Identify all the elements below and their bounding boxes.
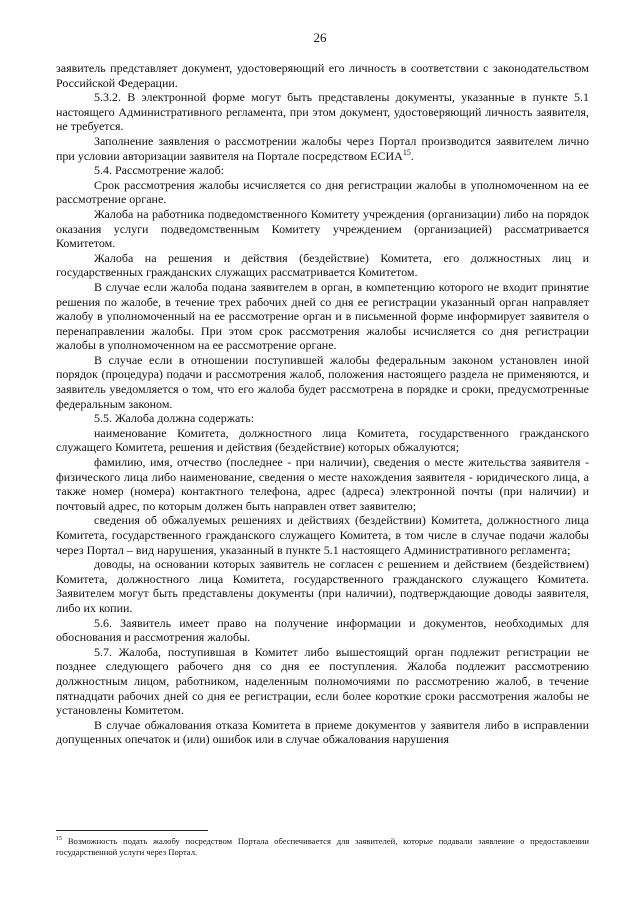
paragraph: В случае если жалоба подана заявителем в орган, в компетенцию которого не входит принятие решения по жалобе, в течение трех рабочих дней со дня ее регистрации указанный орган направляет жалобу в уполномоченный на ее рассмотрение орган и в письменной форме информирует заявителя о перенаправлении жалобы. При этом срок рассмотрения жалобы исчисляется со дня регистрации жалобы в уполномоченном на ее рассмотрение органе. [56, 279, 589, 353]
page-number: 26 [313, 30, 327, 45]
paragraph: В случае обжалования отказа Комитета в приеме документов у заявителя либо в исправлении допущенных опечаток и (или) ошибок или в случае обжалования нарушения [56, 717, 589, 747]
footnote-reference[interactable]: 15 [402, 147, 411, 157]
paragraph: Жалоба на решения и действия (бездействие) Комитета, его должностных лиц и государственных гражданских служащих рассматривается Комитетом. [56, 250, 589, 280]
footnote-separator [56, 830, 208, 831]
paragraph-text: Заполнение заявления о рассмотрении жалобы через Портал производится заявителем лично при условии авторизации заявителя на Портале посредством ЕСИА [56, 133, 589, 163]
footnote [56, 836, 589, 858]
list-item: наименование Комитета, должностного лица Комитета, государственного гражданского служащего Комитета, решения и действия (бездействие) которых обжалуются; [56, 425, 589, 455]
list-item: фамилию, имя, отчество (последнее - при наличии), сведения о месте жительства заявителя - физического лица либо наименование, сведения о месте нахождения заявителя - юридического лица, а также номер (номера) контактного телефона, адрес (адреса) электронной почты (при наличии) и почтовый адрес, по которым должен быть направлен ответ заявителю; [56, 455, 589, 513]
section-heading: 5.4. Рассмотрение жалоб: [94, 163, 225, 178]
paragraph: заявитель представляет документ, удостоверяющий его личность в соответствии с законодательством Российской Федерации. [56, 61, 589, 90]
section-heading: 5.5. Жалоба должна содержать: [94, 411, 255, 426]
paragraph: 5.7. Жалоба, поступившая в Комитет либо вышестоящий орган подлежит регистрации не позднее следующего рабочего дня со дня ее поступления. Жалоба подлежит рассмотрению должностным лицом, работником, наделенным полномочиями по рассмотрению жалоб, в течение пятнадцати рабочих дней со дня ее регистрации, если более короткие сроки рассмотрения жалобы не установлены Комитетом. [56, 644, 589, 718]
list-item: доводы, на основании которых заявитель не согласен с решением и действием (бездействием) Комитета, должностного лица Комитета, государственного гражданского служащего Комитета. Заявителем могут быть представлены документы (при наличии), подтверждающие доводы заявителя, либо их копии. [56, 557, 589, 615]
paragraph: 5.6. Заявитель имеет право на получение информации и документов, необходимых для обоснования и рассмотрения жалобы. [56, 615, 589, 645]
document-body [56, 61, 589, 747]
paragraph: 5.3.2. В электронной форме могут быть представлены документы, указанные в пункте 5.1 настоящего Административного регламента, при этом документ, удостоверяющий личность заявителя, не требуется. [56, 90, 589, 134]
paragraph: Заполнение заявления о рассмотрении жалобы через Портал производится заявителем лично при условии авторизации заявителя на Портале посредством ЕСИА$^{15}$. [56, 133, 589, 163]
paragraph: В случае если в отношении поступившей жалобы федеральным законом установлен иной порядок (процедура) подачи и рассмотрения жалоб, положения настоящего раздела не применяются, и заявитель уведомляется о том, что его жалоба будет рассмотрена в порядке и сроки, предусмотренные федеральным законом. [56, 352, 589, 411]
paragraph: Срок рассмотрения жалобы исчисляется со дня регистрации жалобы в уполномоченном на ее рассмотрение органе. [56, 177, 589, 207]
footnote-text: Возможность подать жалобу посредством Портала обеспечивается для заявителей, которые подавали заявление о предоставлении государственной услуги через Портал. [56, 836, 589, 857]
footnote-marker: 15 [56, 836, 62, 843]
list-item: сведения об обжалуемых решениях и действиях (бездействии) Комитета, должностного лица Комитета, государственного гражданского служащего Комитета, в том числе в случае подачи жалобы через Портал – вид нарушения, указанный в пункте 5.1 настоящего Административного регламента; [56, 513, 589, 557]
paragraph: Жалоба на работника подведомственного Комитету учреждения (организации) либо на порядок оказания услуги подведомственным Комитету учреждением (организацией) рассматривается Комитетом. [56, 206, 589, 251]
